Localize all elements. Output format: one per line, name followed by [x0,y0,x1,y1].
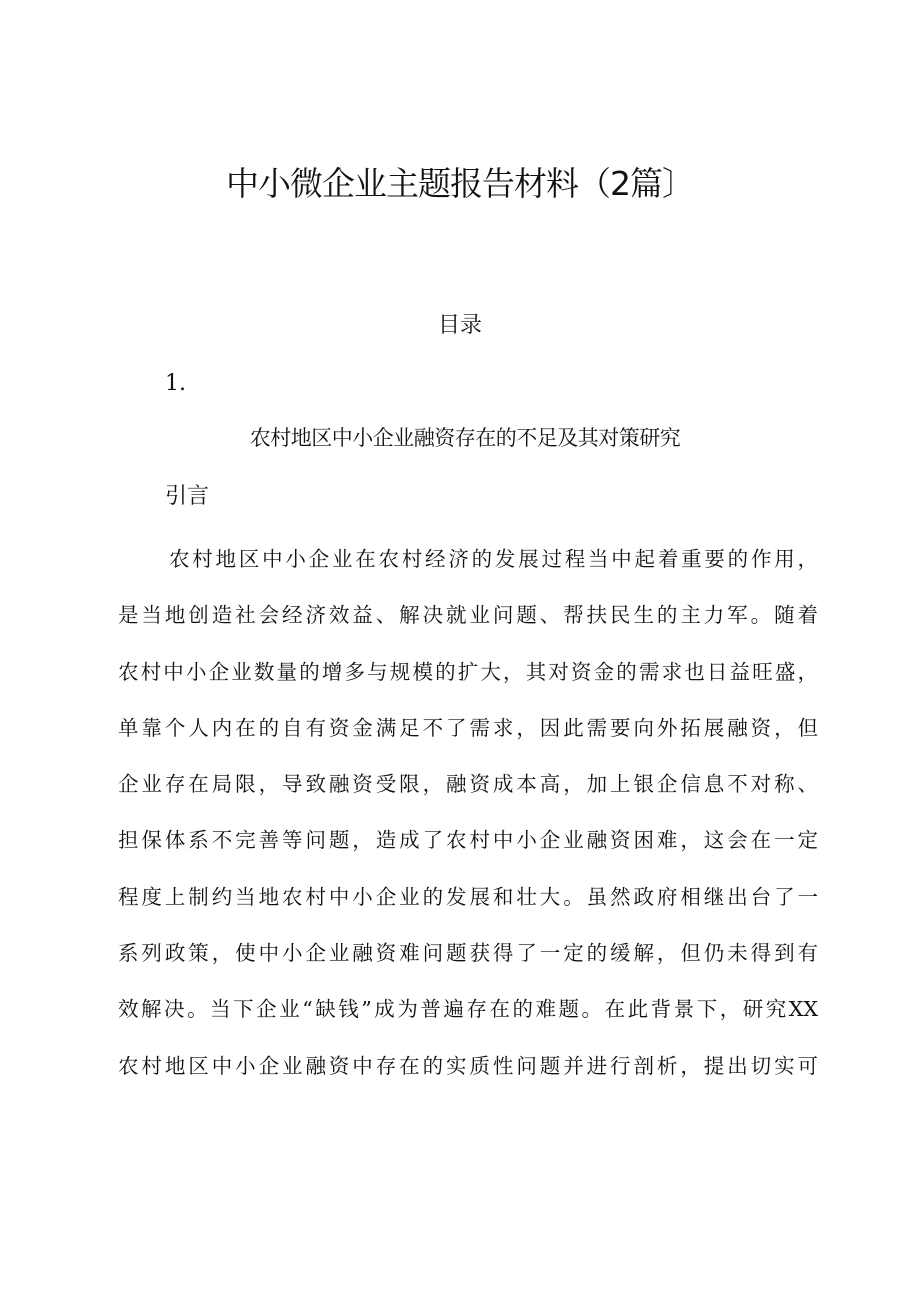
toc-item-number: 1. [165,371,186,396]
body-line: 效解决。当下企业“缺钱”成为普遍存在的难题。在此背景下，研究XX [118,997,818,1022]
article-title: 农村地区中小企业融资存在的不足及其对策研究 [249,426,681,450]
body-line: 系列政策，使中小企业融资难问题获得了一定的缓解，但仍未得到有 [118,941,818,966]
body-line: 农村地区中小企业融资中存在的实质性问题并进行剖析，提出切实可 [118,1053,818,1078]
body-line: 农村地区中小企业在农村经济的发展过程当中起着重要的作用， [169,547,818,571]
body-line: 企业存在局限，导致融资受限，融资成本高，加上银企信息不对称、 [118,772,818,797]
body-line: 农村中小企业数量的增多与规模的扩大，其对资金的需求也日益旺盛， [118,659,818,684]
body-paragraph [118,531,818,1094]
section-heading-introduction: 引言 [165,484,210,509]
body-line: 是当地创造社会经济效益、解决就业问题、帮扶民生的主力军。随着 [118,603,818,628]
document-title: 中小微企业主题报告材料（2篇〕 [226,164,694,203]
body-line: 单靠个人内在的自有资金满足不了需求，因此需要向外拓展融资，但 [118,715,818,740]
toc-heading: 目录 [437,313,482,338]
body-line: 担保体系不完善等问题，造成了农村中小企业融资困难，这会在一定 [118,828,818,853]
body-line: 程度上制约当地农村中小企业的发展和壮大。虽然政府相继出台了一 [118,884,818,909]
